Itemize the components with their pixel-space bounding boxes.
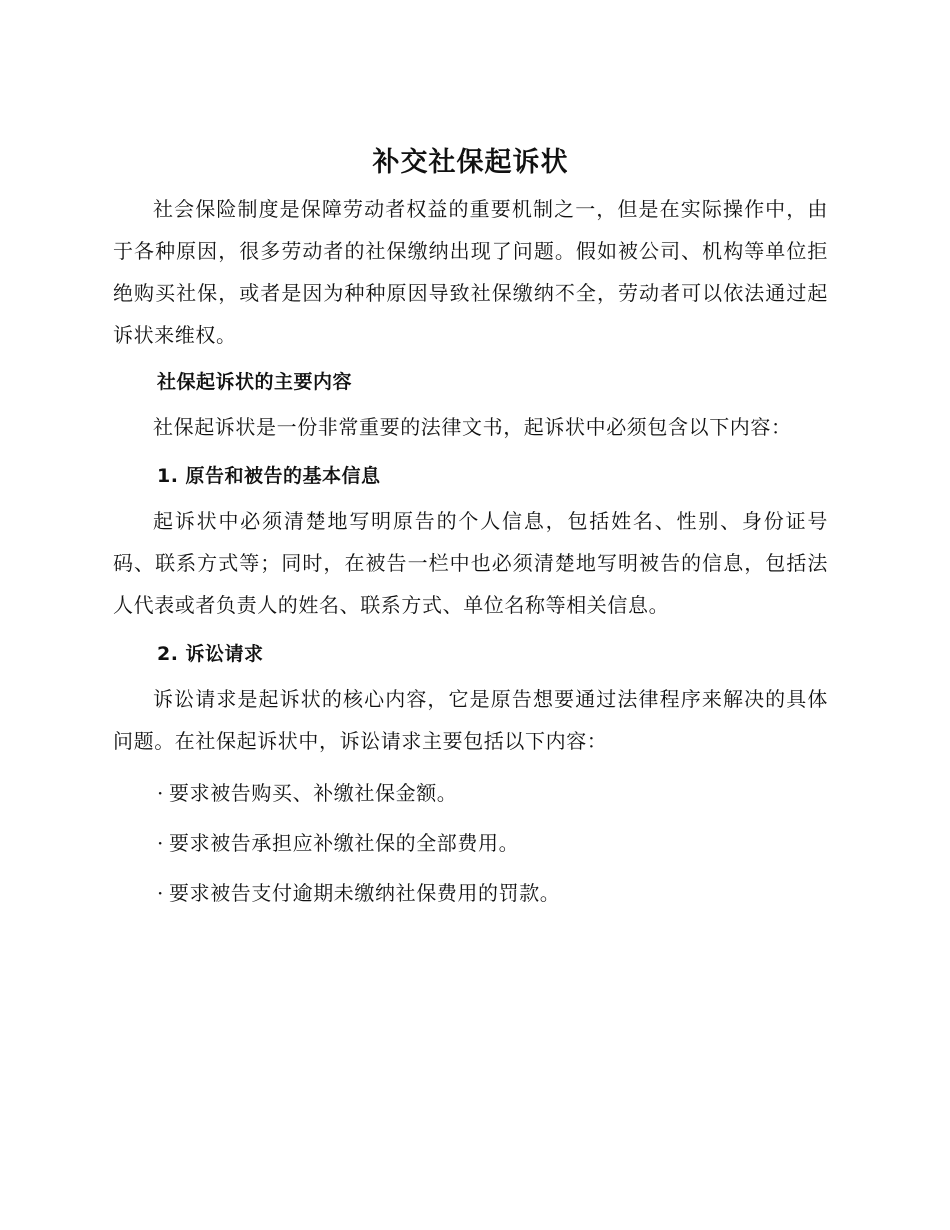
section-heading-basic-info: 1. 原告和被告的基本信息 [157,465,381,487]
document-page [113,140,828,912]
bullet-dot: · [157,781,164,805]
bullet-dot: · [157,831,164,855]
list-item-text: 要求被告支付逾期未缴纳社保费用的罚款。 [169,881,561,905]
list-item [113,874,828,912]
document-title: 补交社保起诉状 [372,147,569,178]
list-item-text: 要求被告购买、补缴社保金额。 [169,781,458,805]
list-item [113,824,828,862]
section-claims-paragraph: 诉讼请求是起诉状的核心内容，它是原告想要通过法律程序来解决的具体问题。在社保起诉状中，诉讼请求主要包括以下内容： [113,687,828,753]
section-basic-info-paragraph: 起诉状中必须清楚地写明原告的个人信息，包括姓名、性别、身份证号码、联系方式等；同时，在被告一栏中也必须清楚地写明被告的信息，包括法人代表或者负责人的姓名、联系方式、单位名称等相关信息。 [113,509,828,617]
section-heading-claims: 2. 诉讼请求 [157,643,264,665]
list-item [113,774,828,812]
list-item-text: 要求被告承担应补缴社保的全部费用。 [169,831,520,855]
section-main-paragraph: 社保起诉状是一份非常重要的法律文书，起诉状中必须包含以下内容： [153,415,792,439]
bullet-dot: · [157,881,164,905]
intro-paragraph: 社会保险制度是保障劳动者权益的重要机制之一，但是在实际操作中，由于各种原因，很多劳动者的社保缴纳出现了问题。假如被公司、机构等单位拒绝购买社保，或者是因为种种原因导致社保缴纳不全，劳动者可以依法通过起诉状来维权。 [113,197,828,347]
section-heading-main-content: 社保起诉状的主要内容 [157,371,353,393]
